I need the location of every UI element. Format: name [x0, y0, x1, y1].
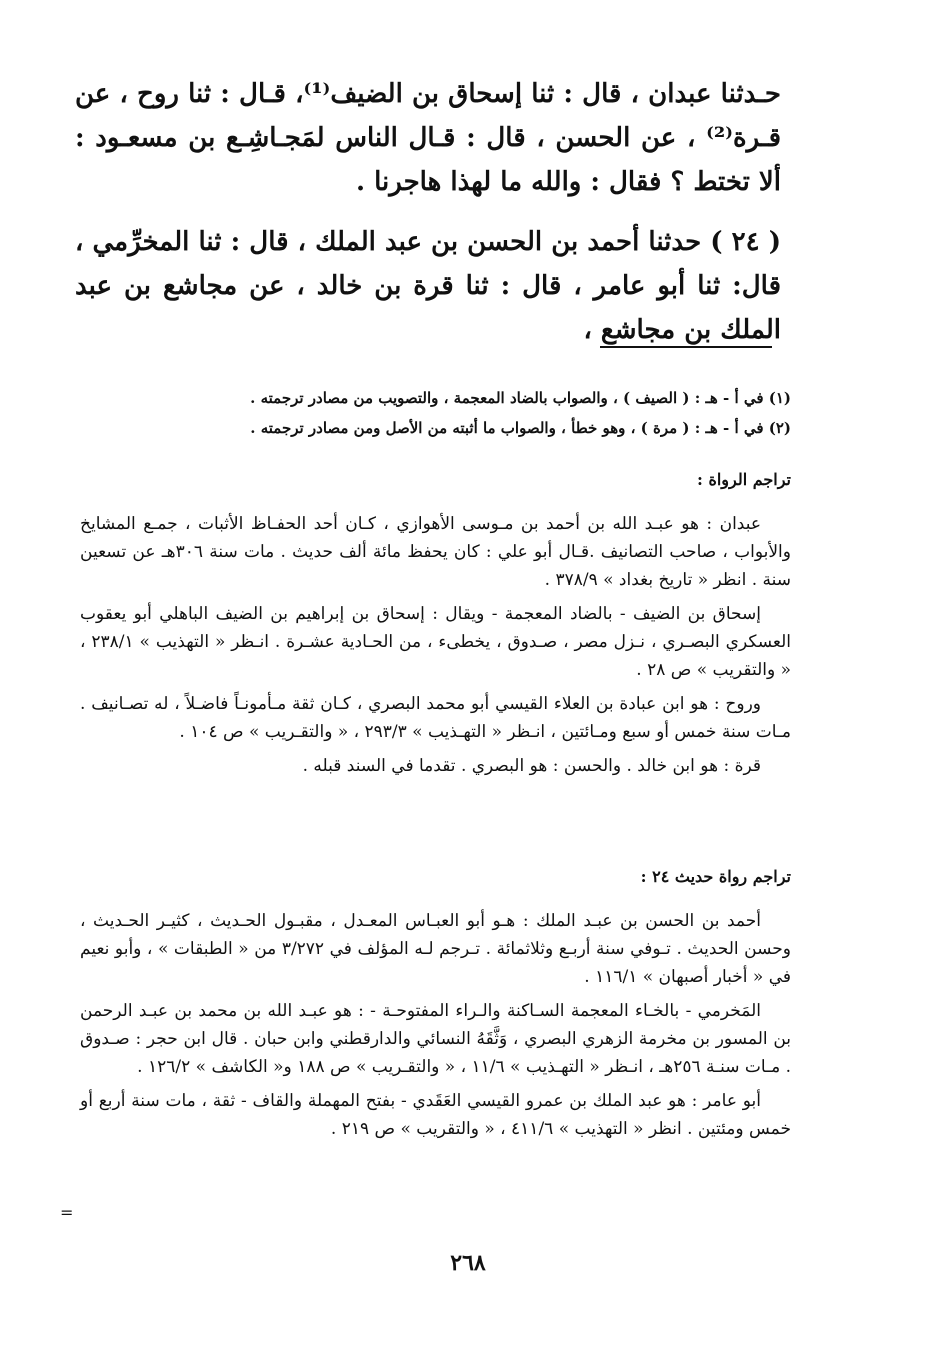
biography-paragraph: المَخرمي - بالخـاء المعجمة السـاكنة والـراء المفتوحـة - : هو عبـد الله بن محمد بن عبـد الرحمن بن المسور بن مخرمة الزهري البصري ، وَثَّقَهُ النسائي والدارقطني وابن حبان . قال ابن حجر : صـدوق . مـات سنـة ٢٥٦هـ ، انـظر « التهـذيب » ١١/٦ ، « والتقـريب » ص ١٨٨ و« الكاشف » ١٢٦/٢ .: [80, 1001, 791, 1077]
biography-paragraph: وروح : هو ابن عبادة بن العلاء القيسي أبو محمد البصري ، كـان ثقة مـأمونـاً فاضـلاً ، له تصـانيف . مـات سنة خمس أو سبع ومـائتين ، انـظر « التهـذيب » ٢٩٣/٣ ، « والتقـريب » ص ١٠٤ .: [80, 694, 791, 742]
biography-paragraph: إسحاق بن الضيف - بالضاد المعجمة - ويقال : إسحاق بن إبراهيم بن الضيف الباهلي أبو يعقوب العسكري البصـري ، نـزل مصر ، صـدوق ، يخطىء ، من الحـادية عشـرة . انـظر « التهذيب » ٢٣٨/١ ، « والتقريب » ص ٢٨ .: [80, 604, 792, 680]
hadith-paragraph: حـدثنا عبدان ، قال : ثنا إسحاق بن الضيف⁽¹⁾، قـال : ثنا روح ، عن قـرة⁽²⁾ ، عن الحسن ، قال : قـال الناس لمَجـاشِـع بن مسعـود : ألا تختط ؟ فقال : والله ما لهذا هاجرنا .: [75, 79, 781, 197]
footnote: (٢) في أ - هـ : ( مرة ) ، وهو خطأ ، والصواب ما أثبته من الأصل ومن مصادر ترجمته .: [250, 419, 791, 437]
section-heading: تراجم الرواة :: [696, 470, 791, 489]
footnote: (١) في أ - هـ : ( الصيف ) ، والصواب بالضاد المعجمة ، والتصويب من مصادر ترجمته .: [250, 389, 791, 407]
biography-paragraph: أحمد بن الحسن بن عبـد الملك : هـو أبو العبـاس المعـدل ، مقبـول الحـديث ، كثيـر الحـديث ، وحسن الحديث . تـوفي سنة أربـع وثلاثمائة . تـرجم لـه المؤلف في ٣/٢٧٢ من « الطبقات » ، وأبو نعيم في « أخبار أصبهان » ١١٦/١ .: [80, 911, 792, 987]
biography-paragraph: أبو عامر : هو عبد الملك بن عمرو القيسي العَقَدي - بفتح المهملة والقاف - ثقة ، مات سنة أربع أو خمس ومئتين . انظر « التهذيب » ٤١١/٦ ، « والتقريب » ص ٢١٩ .: [80, 1091, 791, 1139]
footnotes: [150, 383, 791, 443]
biography-paragraph: عبدان : هو عبـد الله بن أحمد بن مـوسى الأهوازي ، كـان أحد الحفـاظ الأثبات ، جمـع المشايخ والأبواب ، صاحب التصانيف .قـال أبو علي : كان يحفظ مائة ألف حديث . مات سنة ٣٠٦هـ عن تسعين سنة . انظر « تاريخ بغداد » ٣٧٨/٩ .: [80, 514, 791, 590]
hadith-paragraph: ( ٢٤ ) حدثنا أحمد بن الحسن بن عبد الملك ، قال : ثنا المخرِّمي ، قال: ثنا أبو عامر ، قال : ثنا قرة بن خالد ، عن مجاشع بن عبد الملك بن مجاشع ،: [75, 227, 781, 345]
hadith-24-narrators: [80, 907, 791, 1149]
margin-marker: =: [60, 1203, 74, 1222]
section-heading: تراجم رواة حديث ٢٤ :: [640, 867, 791, 886]
narrator-biographies: [80, 510, 791, 786]
hadith-text: [75, 72, 781, 352]
page-number: ٢٦٨: [450, 1250, 486, 1276]
biography-paragraph: قرة : هو ابن خالد . والحسن : هو البصري . تقدما في السند قبله .: [302, 756, 761, 776]
footnote-separator: [600, 346, 772, 348]
